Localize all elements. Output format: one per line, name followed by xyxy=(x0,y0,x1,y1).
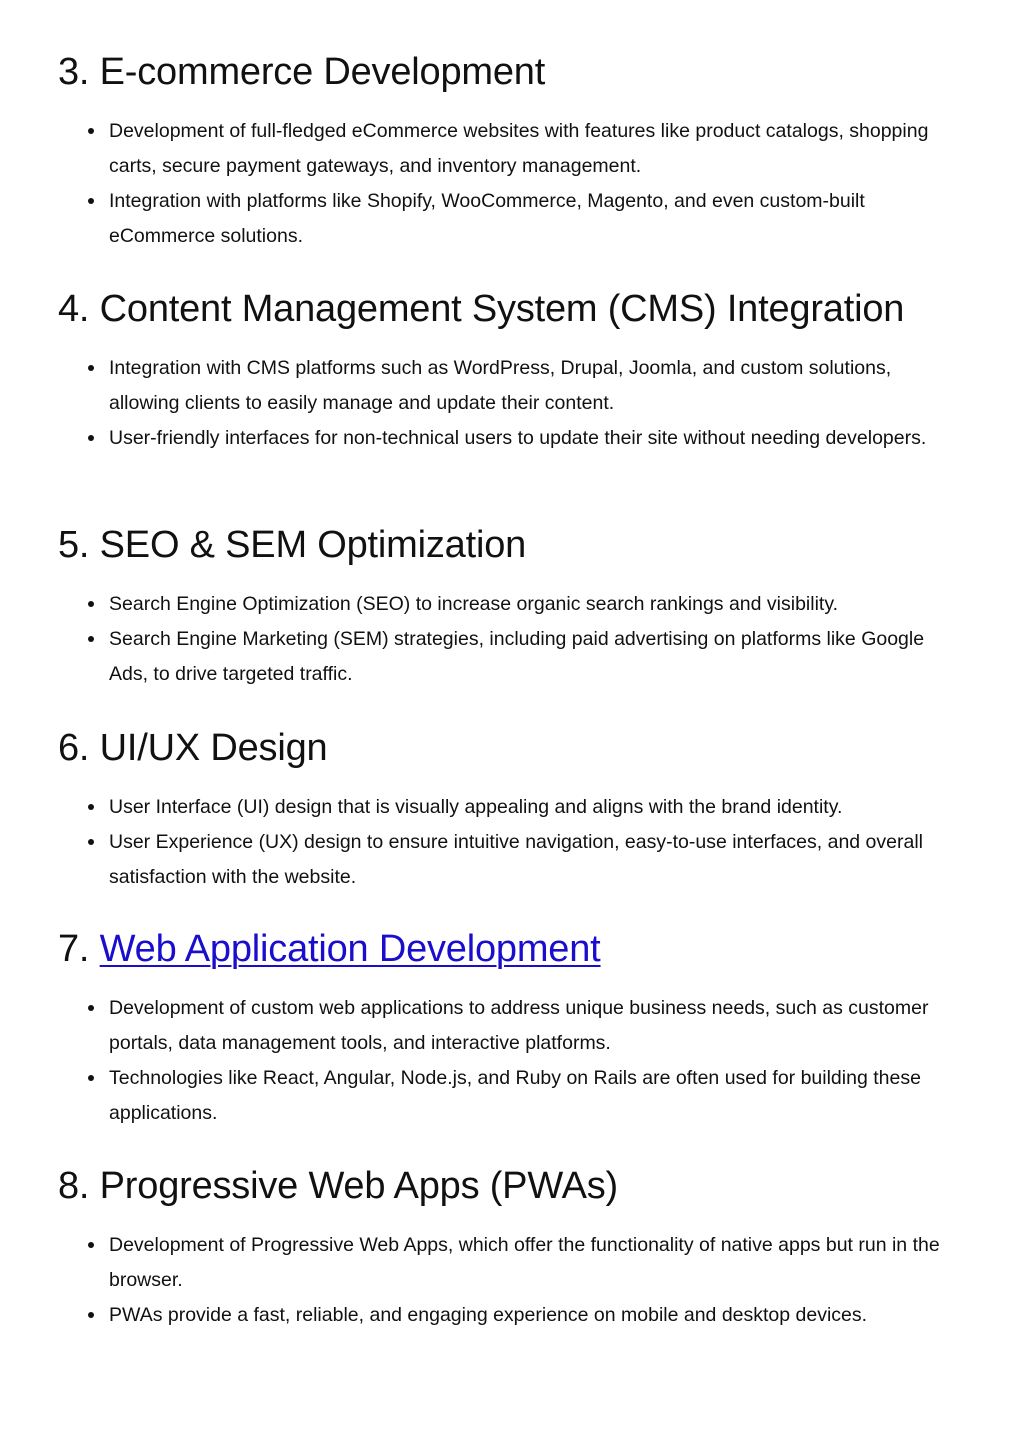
list-item: PWAs provide a fast, reliable, and engaging experience on mobile and desktop devices. xyxy=(109,1298,966,1333)
section-title: UI/UX Design xyxy=(99,727,328,769)
list-item: User Experience (UX) design to ensure intuitive navigation, easy-to-use interfaces, and overall satisfaction with the website. xyxy=(109,825,966,895)
list-item: Integration with CMS platforms such as WordPress, Drupal, Joomla, and custom solutions, allowing clients to easily manage and update their content. xyxy=(109,351,966,421)
section-heading xyxy=(58,287,966,331)
section-title: SEO & SEM Optimization xyxy=(99,524,527,566)
section-number: 6. xyxy=(58,727,90,769)
section-title: E-commerce Development xyxy=(99,51,546,93)
section-number: 7. xyxy=(58,928,90,970)
section-number: 4. xyxy=(58,288,90,330)
list-item: User Interface (UI) design that is visually appealing and aligns with the brand identity. xyxy=(109,790,966,825)
section-number: 5. xyxy=(58,524,90,566)
section-ui-ux-design xyxy=(58,726,966,895)
section-cms-integration xyxy=(58,287,966,456)
web-application-development-link[interactable]: Web Application Development xyxy=(99,928,601,970)
bullet-list xyxy=(58,790,966,895)
section-title: Content Management System (CMS) Integration xyxy=(99,288,905,330)
list-item: Development of full-fledged eCommerce websites with features like product catalogs, shopping carts, secure payment gateways, and inventory management. xyxy=(109,114,966,184)
bullet-list xyxy=(58,587,966,692)
section-progressive-web-apps xyxy=(58,1164,966,1333)
list-item: User-friendly interfaces for non-technical users to update their site without needing developers. xyxy=(109,421,966,456)
section-web-application-development xyxy=(58,927,966,1131)
list-item: Development of Progressive Web Apps, which offer the functionality of native apps but run in the browser. xyxy=(109,1228,966,1298)
list-item: Technologies like React, Angular, Node.js, and Ruby on Rails are often used for building these applications. xyxy=(109,1061,966,1131)
section-title: Progressive Web Apps (PWAs) xyxy=(99,1165,618,1207)
bullet-list xyxy=(58,991,966,1131)
section-number: 3. xyxy=(58,51,90,93)
list-item: Integration with platforms like Shopify, WooCommerce, Magento, and even custom-built eCommerce solutions. xyxy=(109,184,966,254)
section-heading xyxy=(58,927,966,971)
section-heading xyxy=(58,726,966,770)
bullet-list xyxy=(58,351,966,456)
section-heading xyxy=(58,1164,966,1208)
list-item: Search Engine Marketing (SEM) strategies, including paid advertising on platforms like Google Ads, to drive targeted traffic. xyxy=(109,622,966,692)
section-number: 8. xyxy=(58,1165,90,1207)
list-item: Search Engine Optimization (SEO) to increase organic search rankings and visibility. xyxy=(109,587,966,622)
list-item: Development of custom web applications to address unique business needs, such as customer portals, data management tools, and interactive platforms. xyxy=(109,991,966,1061)
section-ecommerce-development xyxy=(58,50,966,254)
bullet-list xyxy=(58,1228,966,1333)
section-seo-sem-optimization xyxy=(58,523,966,692)
section-heading xyxy=(58,50,966,94)
section-heading xyxy=(58,523,966,567)
bullet-list xyxy=(58,114,966,254)
